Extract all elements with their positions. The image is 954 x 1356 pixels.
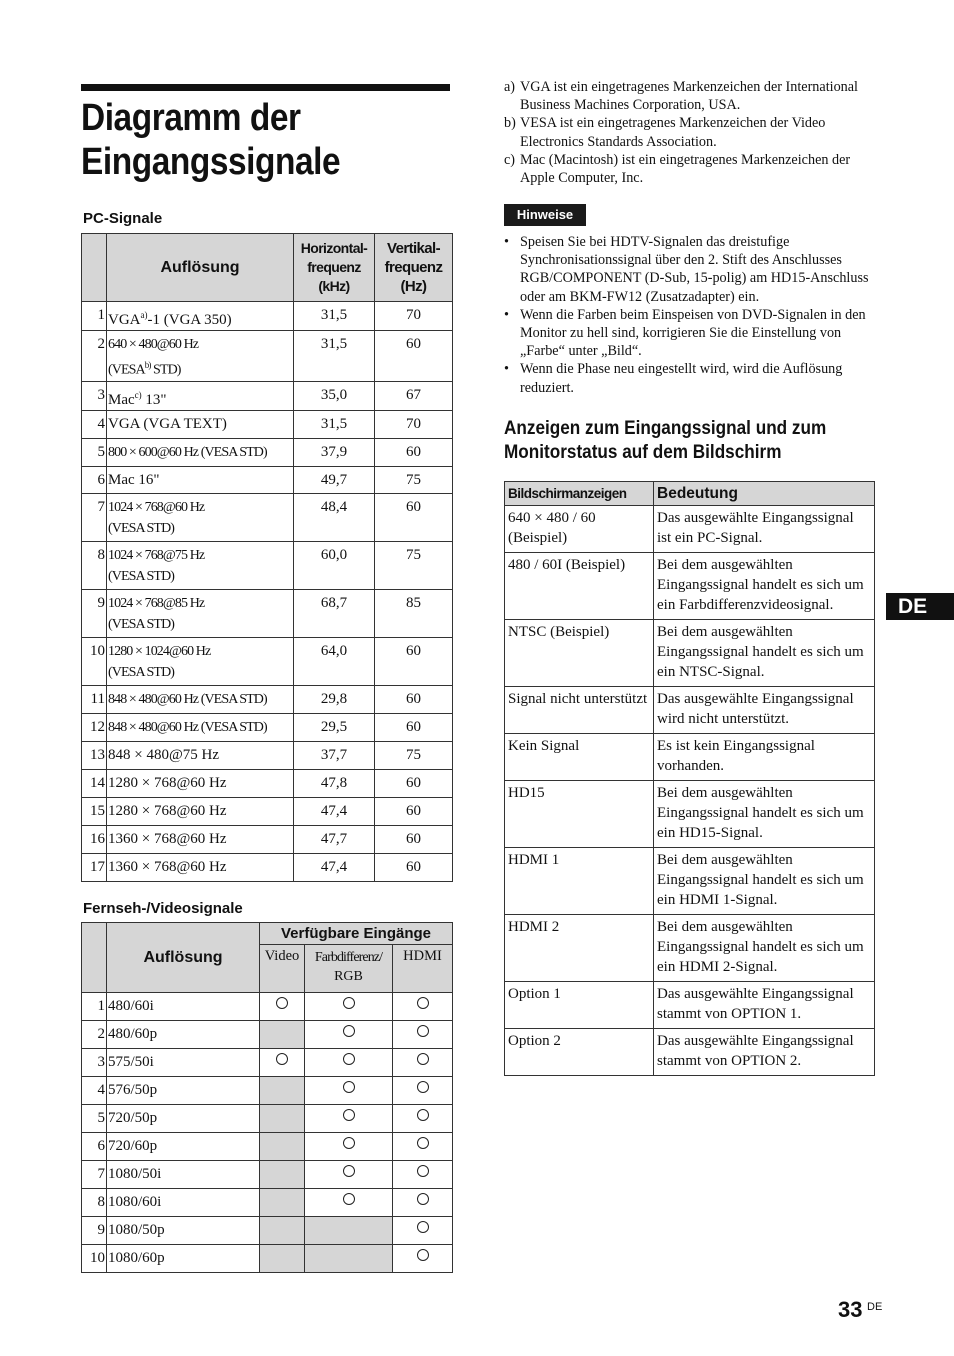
title-rule [81, 84, 450, 91]
pc-header-vertical-line: (Hz) [400, 278, 427, 295]
video-input-cell [260, 1021, 305, 1049]
tv-header-resolution: Auflösung [107, 923, 260, 993]
video-input-cell [260, 1217, 305, 1245]
row-number: 15 [82, 797, 107, 825]
vertical-frequency: 67 [375, 381, 453, 410]
pc-header-horizontal-line: (kHz) [318, 278, 350, 294]
table-row [82, 541, 453, 589]
table-row [82, 825, 453, 853]
vertical-frequency: 70 [375, 302, 453, 331]
resolution-text: VGA [108, 312, 141, 328]
resolution-text: Mac [108, 391, 135, 408]
resolution-cell [107, 713, 294, 741]
table-row [82, 1217, 453, 1245]
resolution-cell [107, 493, 294, 541]
row-number: 2 [82, 331, 107, 382]
footnote-text: VGA ist ein eingetragenes Markenzeichen der International Business Machines Corporation, USA. [520, 79, 858, 114]
component-input-cell [305, 1077, 393, 1105]
table-row [505, 982, 875, 1029]
list-item [504, 233, 874, 306]
pc-signals-label: PC-Signale [83, 210, 163, 227]
vertical-frequency: 60 [375, 853, 453, 881]
status-meaning-cell: Bei dem ausgewählten Eingangssignal handelt es sich um ein HD15-Signal. [654, 781, 875, 848]
row-number: 3 [82, 1049, 107, 1077]
footnote [504, 78, 876, 114]
video-input-cell [260, 1133, 305, 1161]
table-row [82, 302, 453, 331]
table-row [82, 1245, 453, 1273]
list-item [504, 306, 874, 361]
table-row [82, 741, 453, 769]
tv-signals-table [81, 922, 453, 1273]
table-row [505, 687, 875, 734]
horizontal-frequency: 29,8 [294, 685, 375, 713]
video-input-cell [260, 1245, 305, 1273]
table-row [82, 331, 453, 382]
footnote [504, 151, 876, 187]
horizontal-frequency: 49,7 [294, 466, 375, 493]
horizontal-frequency: 48,4 [294, 493, 375, 541]
row-number: 14 [82, 769, 107, 797]
tv-header-component [305, 945, 393, 993]
pc-header-resolution: Auflösung [107, 234, 294, 302]
resolution-text: -1 (VGA 350) [147, 312, 232, 328]
resolution-cell: Mac 16" [107, 466, 294, 493]
row-number: 8 [82, 541, 107, 589]
status-display-cell: Kein Signal [505, 734, 654, 781]
resolution-cell: 575/50i [107, 1049, 260, 1077]
status-heading-line-1: Anzeigen zum Eingangssignal und zum [504, 417, 827, 439]
available-circle-icon [417, 1221, 429, 1233]
table-row [82, 589, 453, 637]
bullet-icon: • [504, 306, 509, 323]
resolution-cell: 848 × 480@75 Hz [107, 741, 294, 769]
resolution-text: STD) [150, 362, 181, 378]
footnote-ref: b) [144, 360, 151, 370]
row-number: 13 [82, 741, 107, 769]
row-number: 5 [82, 1105, 107, 1133]
resolution-text: 1280 × 1024@60 Hz [108, 643, 211, 659]
horizontal-frequency: 31,5 [294, 331, 375, 382]
resolution-cell: 1360 × 768@60 Hz [107, 825, 294, 853]
resolution-cell: 1080/50p [107, 1217, 260, 1245]
tv-header-hdmi: HDMI [393, 945, 453, 993]
row-number: 6 [82, 466, 107, 493]
footnote-mark: b) [504, 115, 516, 132]
component-input-cell [305, 1049, 393, 1077]
tv-header-component-line: Farbdifferenz/ [314, 950, 383, 965]
available-circle-icon [417, 1249, 429, 1261]
hdmi-input-cell [393, 1161, 453, 1189]
pc-header-horizontal-line: frequenz [307, 259, 361, 275]
table-row [82, 713, 453, 741]
resolution-cell [107, 541, 294, 589]
row-number: 4 [82, 1077, 107, 1105]
row-number: 7 [82, 493, 107, 541]
resolution-text: (VESA STD) [108, 616, 175, 632]
resolution-cell: 1080/60p [107, 1245, 260, 1273]
page-title [81, 96, 340, 184]
vertical-frequency: 60 [375, 769, 453, 797]
available-circle-icon [343, 1193, 355, 1205]
footnote-text: Mac (Macintosh) ist ein eingetragenes Markenzeichen der Apple Computer, Inc. [520, 151, 851, 187]
component-input-cell [305, 993, 393, 1021]
row-number: 5 [82, 438, 107, 466]
horizontal-frequency: 31,5 [294, 410, 375, 438]
pc-signals-table [81, 233, 453, 882]
hdmi-input-cell [393, 1133, 453, 1161]
status-display-cell: NTSC (Beispiel) [505, 620, 654, 687]
row-number: 10 [82, 1245, 107, 1273]
vertical-frequency: 60 [375, 713, 453, 741]
horizontal-frequency: 47,4 [294, 853, 375, 881]
row-number: 1 [82, 302, 107, 331]
tv-header-inputs: Verfügbare Eingänge [260, 923, 453, 945]
row-number: 2 [82, 1021, 107, 1049]
resolution-cell [107, 685, 294, 713]
status-meaning-cell: Bei dem ausgewählten Eingangssignal handelt es sich um ein NTSC-Signal. [654, 620, 875, 687]
resolution-cell: 720/50p [107, 1105, 260, 1133]
note-text: Wenn die Farben beim Einspeisen von DVD-Signalen in den Monitor zu hell sind, korrigieren Sie die Einstellung von „Farbe“ unter „Bild“. [520, 306, 866, 360]
status-table [504, 481, 875, 1076]
status-meaning-cell: Bei dem ausgewählten Eingangssignal handelt es sich um ein HDMI 1-Signal. [654, 848, 875, 915]
table-row [505, 620, 875, 687]
available-circle-icon [276, 1053, 288, 1065]
video-input-cell [260, 993, 305, 1021]
vertical-frequency: 60 [375, 493, 453, 541]
pc-header-horizontal-line: Horizontal- [300, 240, 368, 256]
hdmi-input-cell [393, 1105, 453, 1133]
video-input-cell [260, 1077, 305, 1105]
video-input-cell [260, 1189, 305, 1217]
resolution-text: 640 × 480@60 Hz [108, 337, 199, 352]
resolution-cell [107, 381, 294, 410]
available-circle-icon [417, 997, 429, 1009]
table-row [82, 685, 453, 713]
hdmi-input-cell [393, 1049, 453, 1077]
resolution-text: 1024 × 768@60 Hz [108, 499, 205, 515]
bullet-icon: • [504, 361, 509, 378]
table-row [82, 1077, 453, 1105]
resolution-cell: 480/60p [107, 1021, 260, 1049]
available-circle-icon [343, 1081, 355, 1093]
hdmi-input-cell [393, 1217, 453, 1245]
vertical-frequency: 60 [375, 331, 453, 382]
resolution-text: 800 × 600@60 Hz (VESA STD) [108, 444, 267, 460]
component-input-cell [305, 1217, 393, 1245]
available-circle-icon [417, 1165, 429, 1177]
notes-list [504, 233, 874, 397]
row-number: 1 [82, 993, 107, 1021]
status-display-cell: 640 × 480 / 60 (Beispiel) [505, 506, 654, 553]
row-number: 7 [82, 1161, 107, 1189]
footnotes [504, 78, 876, 187]
status-display-cell: Option 1 [505, 982, 654, 1029]
row-number: 9 [82, 589, 107, 637]
table-row [82, 853, 453, 881]
component-input-cell [305, 1021, 393, 1049]
available-circle-icon [343, 1137, 355, 1149]
tv-header-component-line: RGB [334, 969, 363, 984]
tv-signals-label: Fernseh-/Videosignale [83, 900, 243, 917]
resolution-cell [107, 438, 294, 466]
vertical-frequency: 60 [375, 438, 453, 466]
horizontal-frequency: 47,4 [294, 797, 375, 825]
component-input-cell [305, 1133, 393, 1161]
resolution-cell: 1080/50i [107, 1161, 260, 1189]
resolution-cell [107, 589, 294, 637]
vertical-frequency: 60 [375, 797, 453, 825]
row-number: 17 [82, 853, 107, 881]
component-input-cell [305, 1245, 393, 1273]
row-number: 6 [82, 1133, 107, 1161]
table-row [82, 466, 453, 493]
row-number: 11 [82, 685, 107, 713]
resolution-cell [107, 302, 294, 331]
footnote-mark: c) [504, 151, 516, 168]
component-input-cell [305, 1189, 393, 1217]
hdmi-input-cell [393, 1077, 453, 1105]
available-circle-icon [343, 1165, 355, 1177]
hdmi-input-cell [393, 993, 453, 1021]
language-tab: DE [886, 593, 954, 620]
resolution-text: (VESA STD) [108, 520, 175, 536]
resolution-text: 848 × 480@60 Hz (VESA STD) [108, 691, 267, 707]
table-row [82, 1021, 453, 1049]
resolution-cell: 1080/60i [107, 1189, 260, 1217]
row-number: 8 [82, 1189, 107, 1217]
resolution-cell: VGA (VGA TEXT) [107, 410, 294, 438]
table-row [82, 410, 453, 438]
status-heading [504, 416, 882, 464]
resolution-text: (VESA [108, 362, 145, 378]
vertical-frequency: 75 [375, 466, 453, 493]
horizontal-frequency: 47,7 [294, 825, 375, 853]
resolution-text: (VESA STD) [108, 568, 175, 584]
status-meaning-cell: Das ausgewählte Eingangssignal ist ein PC-Signal. [654, 506, 875, 553]
status-meaning-cell: Es ist kein Eingangssignal vorhanden. [654, 734, 875, 781]
pc-header-vertical [375, 234, 453, 302]
resolution-text: 1024 × 768@75 Hz [108, 547, 205, 563]
table-row [82, 769, 453, 797]
status-header-meaning: Bedeutung [654, 482, 875, 506]
tv-header-num [82, 923, 107, 993]
status-display-cell: HDMI 2 [505, 915, 654, 982]
available-circle-icon [417, 1109, 429, 1121]
resolution-cell: 576/50p [107, 1077, 260, 1105]
resolution-text: 848 × 480@60 Hz (VESA STD) [108, 719, 267, 735]
horizontal-frequency: 60,0 [294, 541, 375, 589]
available-circle-icon [343, 997, 355, 1009]
vertical-frequency: 60 [375, 637, 453, 685]
note-text: Speisen Sie bei HDTV-Signalen das dreistufige Synchronisationssignal über den 2. Stift des Anschlusses RGB/COMPONENT (D-Sub, 15-polig) am HD15-Anschluss oder am BKM-FW12 (Zusatzadapter) ein. [520, 234, 869, 305]
footnote-mark: a) [504, 79, 516, 95]
table-row [82, 1133, 453, 1161]
pc-header-num [82, 234, 107, 302]
row-number: 4 [82, 410, 107, 438]
horizontal-frequency: 31,5 [294, 302, 375, 331]
vertical-frequency: 75 [375, 541, 453, 589]
resolution-cell: 1280 × 768@60 Hz [107, 769, 294, 797]
video-input-cell [260, 1105, 305, 1133]
hdmi-input-cell [393, 1189, 453, 1217]
vertical-frequency: 60 [375, 825, 453, 853]
video-input-cell [260, 1161, 305, 1189]
available-circle-icon [343, 1025, 355, 1037]
horizontal-frequency: 64,0 [294, 637, 375, 685]
footnote-ref: a) [140, 310, 148, 320]
status-meaning-cell: Bei dem ausgewählten Eingangssignal handelt es sich um ein HDMI 2-Signal. [654, 915, 875, 982]
row-number: 3 [82, 381, 107, 410]
resolution-text: 1024 × 768@85 Hz [108, 595, 205, 611]
resolution-cell: 720/60p [107, 1133, 260, 1161]
pc-header-horizontal [294, 234, 375, 302]
table-row [82, 1049, 453, 1077]
status-display-cell: HDMI 1 [505, 848, 654, 915]
available-circle-icon [417, 1081, 429, 1093]
hdmi-input-cell [393, 1245, 453, 1273]
page-title-line-1: Diagramm der [81, 97, 301, 139]
row-number: 10 [82, 637, 107, 685]
table-row [505, 781, 875, 848]
table-row [82, 1105, 453, 1133]
horizontal-frequency: 68,7 [294, 589, 375, 637]
available-circle-icon [343, 1109, 355, 1121]
table-row [82, 1161, 453, 1189]
row-number: 12 [82, 713, 107, 741]
available-circle-icon [417, 1053, 429, 1065]
table-row [505, 1029, 875, 1076]
resolution-cell: 1280 × 768@60 Hz [107, 797, 294, 825]
status-meaning-cell: Das ausgewählte Eingangssignal stammt von OPTION 2. [654, 1029, 875, 1076]
footnote [504, 114, 876, 150]
table-row [82, 637, 453, 685]
status-display-cell: Option 2 [505, 1029, 654, 1076]
table-row [82, 438, 453, 466]
page-number: 33 [838, 1297, 863, 1322]
available-circle-icon [417, 1137, 429, 1149]
status-display-cell: Signal nicht unterstützt [505, 687, 654, 734]
available-circle-icon [417, 1193, 429, 1205]
status-display-cell: HD15 [505, 781, 654, 848]
resolution-text-line2 [108, 355, 181, 381]
row-number: 9 [82, 1217, 107, 1245]
table-row [82, 797, 453, 825]
status-meaning-cell: Bei dem ausgewählten Eingangssignal handelt es sich um ein Farbdifferenzvideosignal. [654, 553, 875, 620]
available-circle-icon [276, 997, 288, 1009]
page-language: DE [867, 1301, 883, 1313]
status-header-display: Bildschirmanzeigen [505, 482, 654, 506]
table-row [82, 493, 453, 541]
notes-badge: Hinweise [504, 204, 586, 226]
hdmi-input-cell [393, 1021, 453, 1049]
video-input-cell [260, 1049, 305, 1077]
status-display-cell: 480 / 60I (Beispiel) [505, 553, 654, 620]
row-number: 16 [82, 825, 107, 853]
table-row [505, 848, 875, 915]
vertical-frequency: 60 [375, 685, 453, 713]
table-row [82, 1189, 453, 1217]
resolution-cell: 480/60i [107, 993, 260, 1021]
resolution-text: (VESA STD) [108, 664, 175, 680]
horizontal-frequency: 29,5 [294, 713, 375, 741]
resolution-cell: 1360 × 768@60 Hz [107, 853, 294, 881]
status-heading-line-2: Monitorstatus auf dem Bildschirm [504, 441, 782, 463]
resolution-cell [107, 637, 294, 685]
horizontal-frequency: 37,9 [294, 438, 375, 466]
footnote-text: VESA ist ein eingetragenes Markenzeichen der Video Electronics Standards Association. [520, 115, 826, 150]
component-input-cell [305, 1161, 393, 1189]
pc-header-vertical-line: frequenz [384, 259, 443, 276]
table-row [82, 381, 453, 410]
table-row [505, 506, 875, 553]
bullet-icon: • [504, 234, 509, 250]
vertical-frequency: 85 [375, 589, 453, 637]
vertical-frequency: 70 [375, 410, 453, 438]
table-row [505, 734, 875, 781]
status-meaning-cell: Das ausgewählte Eingangssignal stammt von OPTION 1. [654, 982, 875, 1029]
component-input-cell [305, 1105, 393, 1133]
horizontal-frequency: 37,7 [294, 741, 375, 769]
tv-header-video: Video [260, 945, 305, 993]
table-row [82, 993, 453, 1021]
list-item [504, 360, 874, 396]
horizontal-frequency: 35,0 [294, 381, 375, 410]
footnote-ref: c) [134, 389, 142, 400]
horizontal-frequency: 47,8 [294, 769, 375, 797]
pc-header-vertical-line: Vertikal- [387, 240, 440, 257]
available-circle-icon [343, 1053, 355, 1065]
note-text: Wenn die Phase neu eingestellt wird, wird die Auflösung reduziert. [520, 361, 843, 396]
vertical-frequency: 75 [375, 741, 453, 769]
table-row [505, 915, 875, 982]
table-row [505, 553, 875, 620]
status-meaning-cell: Das ausgewählte Eingangssignal wird nicht unterstützt. [654, 687, 875, 734]
page-title-line-2: Eingangssignale [81, 141, 341, 183]
available-circle-icon [417, 1025, 429, 1037]
resolution-cell [107, 331, 294, 382]
resolution-text: 13" [141, 391, 167, 408]
